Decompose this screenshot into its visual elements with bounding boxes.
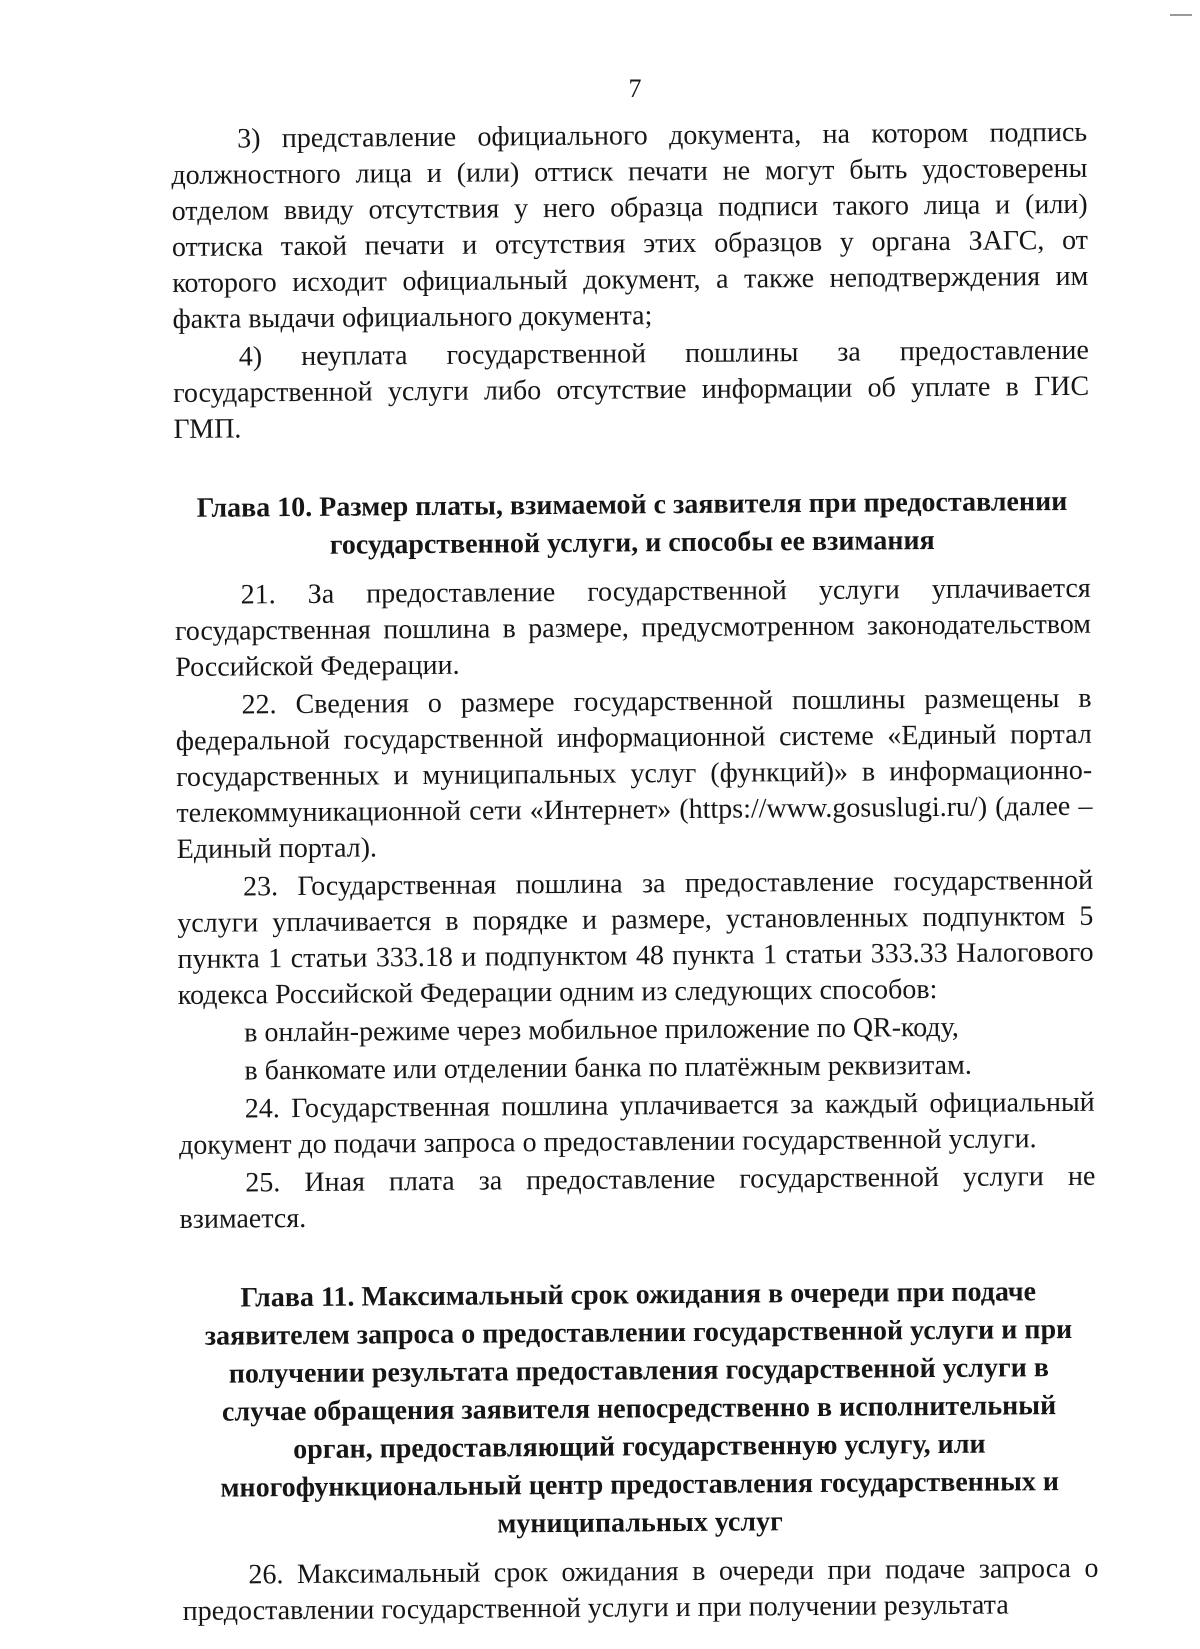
paragraph-21: 21. За предоставление государственной услуги уплачивается государственная пошлина в размере, предусмотренном законодательством Российской Федерации. bbox=[174, 572, 1092, 683]
chapter-11-heading: Глава 11. Максимальный срок ожидания в очереди при подаче заявителем запроса о предоставлении государственной услуги и при получении результата предоставления государственной услуги в случае обращения заявителя непосредственно в исполнительный орган, предоставляющий государственную услугу, или многофункциональный центр предоставления государственных и муниципальных услуг bbox=[204, 1276, 1073, 1540]
paragraph-25: 25. Иная плата за предоставление государственной услуги не взимается. bbox=[179, 1160, 1096, 1235]
document-body bbox=[171, 115, 1099, 1632]
paragraph-item-3: 3) представление официального документа, на котором подпись должностного лица и (или) оттиск печати не могут быть удостоверены отделом ввиду отсутствия у него образца подписи такого лица и (или) оттиска такой печати и отсутствия этих образцов у органа ЗАГС, от которого исходит официальный документ, а также неподтверждения им факта выдачи официального документа; bbox=[171, 116, 1089, 335]
payment-method-online: в онлайн-режиме через мобильное приложение по QR-коду, bbox=[244, 1011, 959, 1049]
chapter-10-heading: Глава 10. Размер платы, взимаемой с заявителя при предоставлении государственной услуги, и способы ее взимания bbox=[196, 485, 1068, 561]
paragraph-26: 26. Максимальный срок ожидания в очереди при подаче запроса о предоставлении государственной услуги и при получении результата bbox=[182, 1552, 1099, 1627]
paragraph-23: 23. Государственная пошлина за предоставление государственной услуги уплачивается в порядке и размере, установленных подпунктом 5 пункта 1 статьи 333.18 и подпунктом 48 пункта 1 статьи 333.33 Налогового кодекса Российской Федерации одним из следующих способов: bbox=[177, 864, 1094, 1011]
paragraph-22: 22. Сведения о размере государственной пошлины размещены в федеральной государственной информационной системе «Единый портал государственных и муниципальных услуг (функций)» в информационно-телекоммуникационной сети «Интернет» (https://www.gosuslugi.ru/) (далее – Единый портал). bbox=[175, 682, 1093, 865]
paragraph-item-4: 4) неуплата государственной пошлины за предоставление государственной услуги либо отсутствие информации об уплате в ГИС ГМП. bbox=[173, 334, 1090, 445]
paragraph-24: 24. Государственная пошлина уплачивается за каждый официальный документ до подачи запроса о предоставлении государственной услуги. bbox=[178, 1086, 1095, 1161]
page-number: 7 bbox=[628, 74, 642, 103]
payment-method-bank: в банкомате или отделении банка по платёжным реквизитам. bbox=[244, 1049, 972, 1087]
scan-edge-mark bbox=[1170, 14, 1192, 16]
